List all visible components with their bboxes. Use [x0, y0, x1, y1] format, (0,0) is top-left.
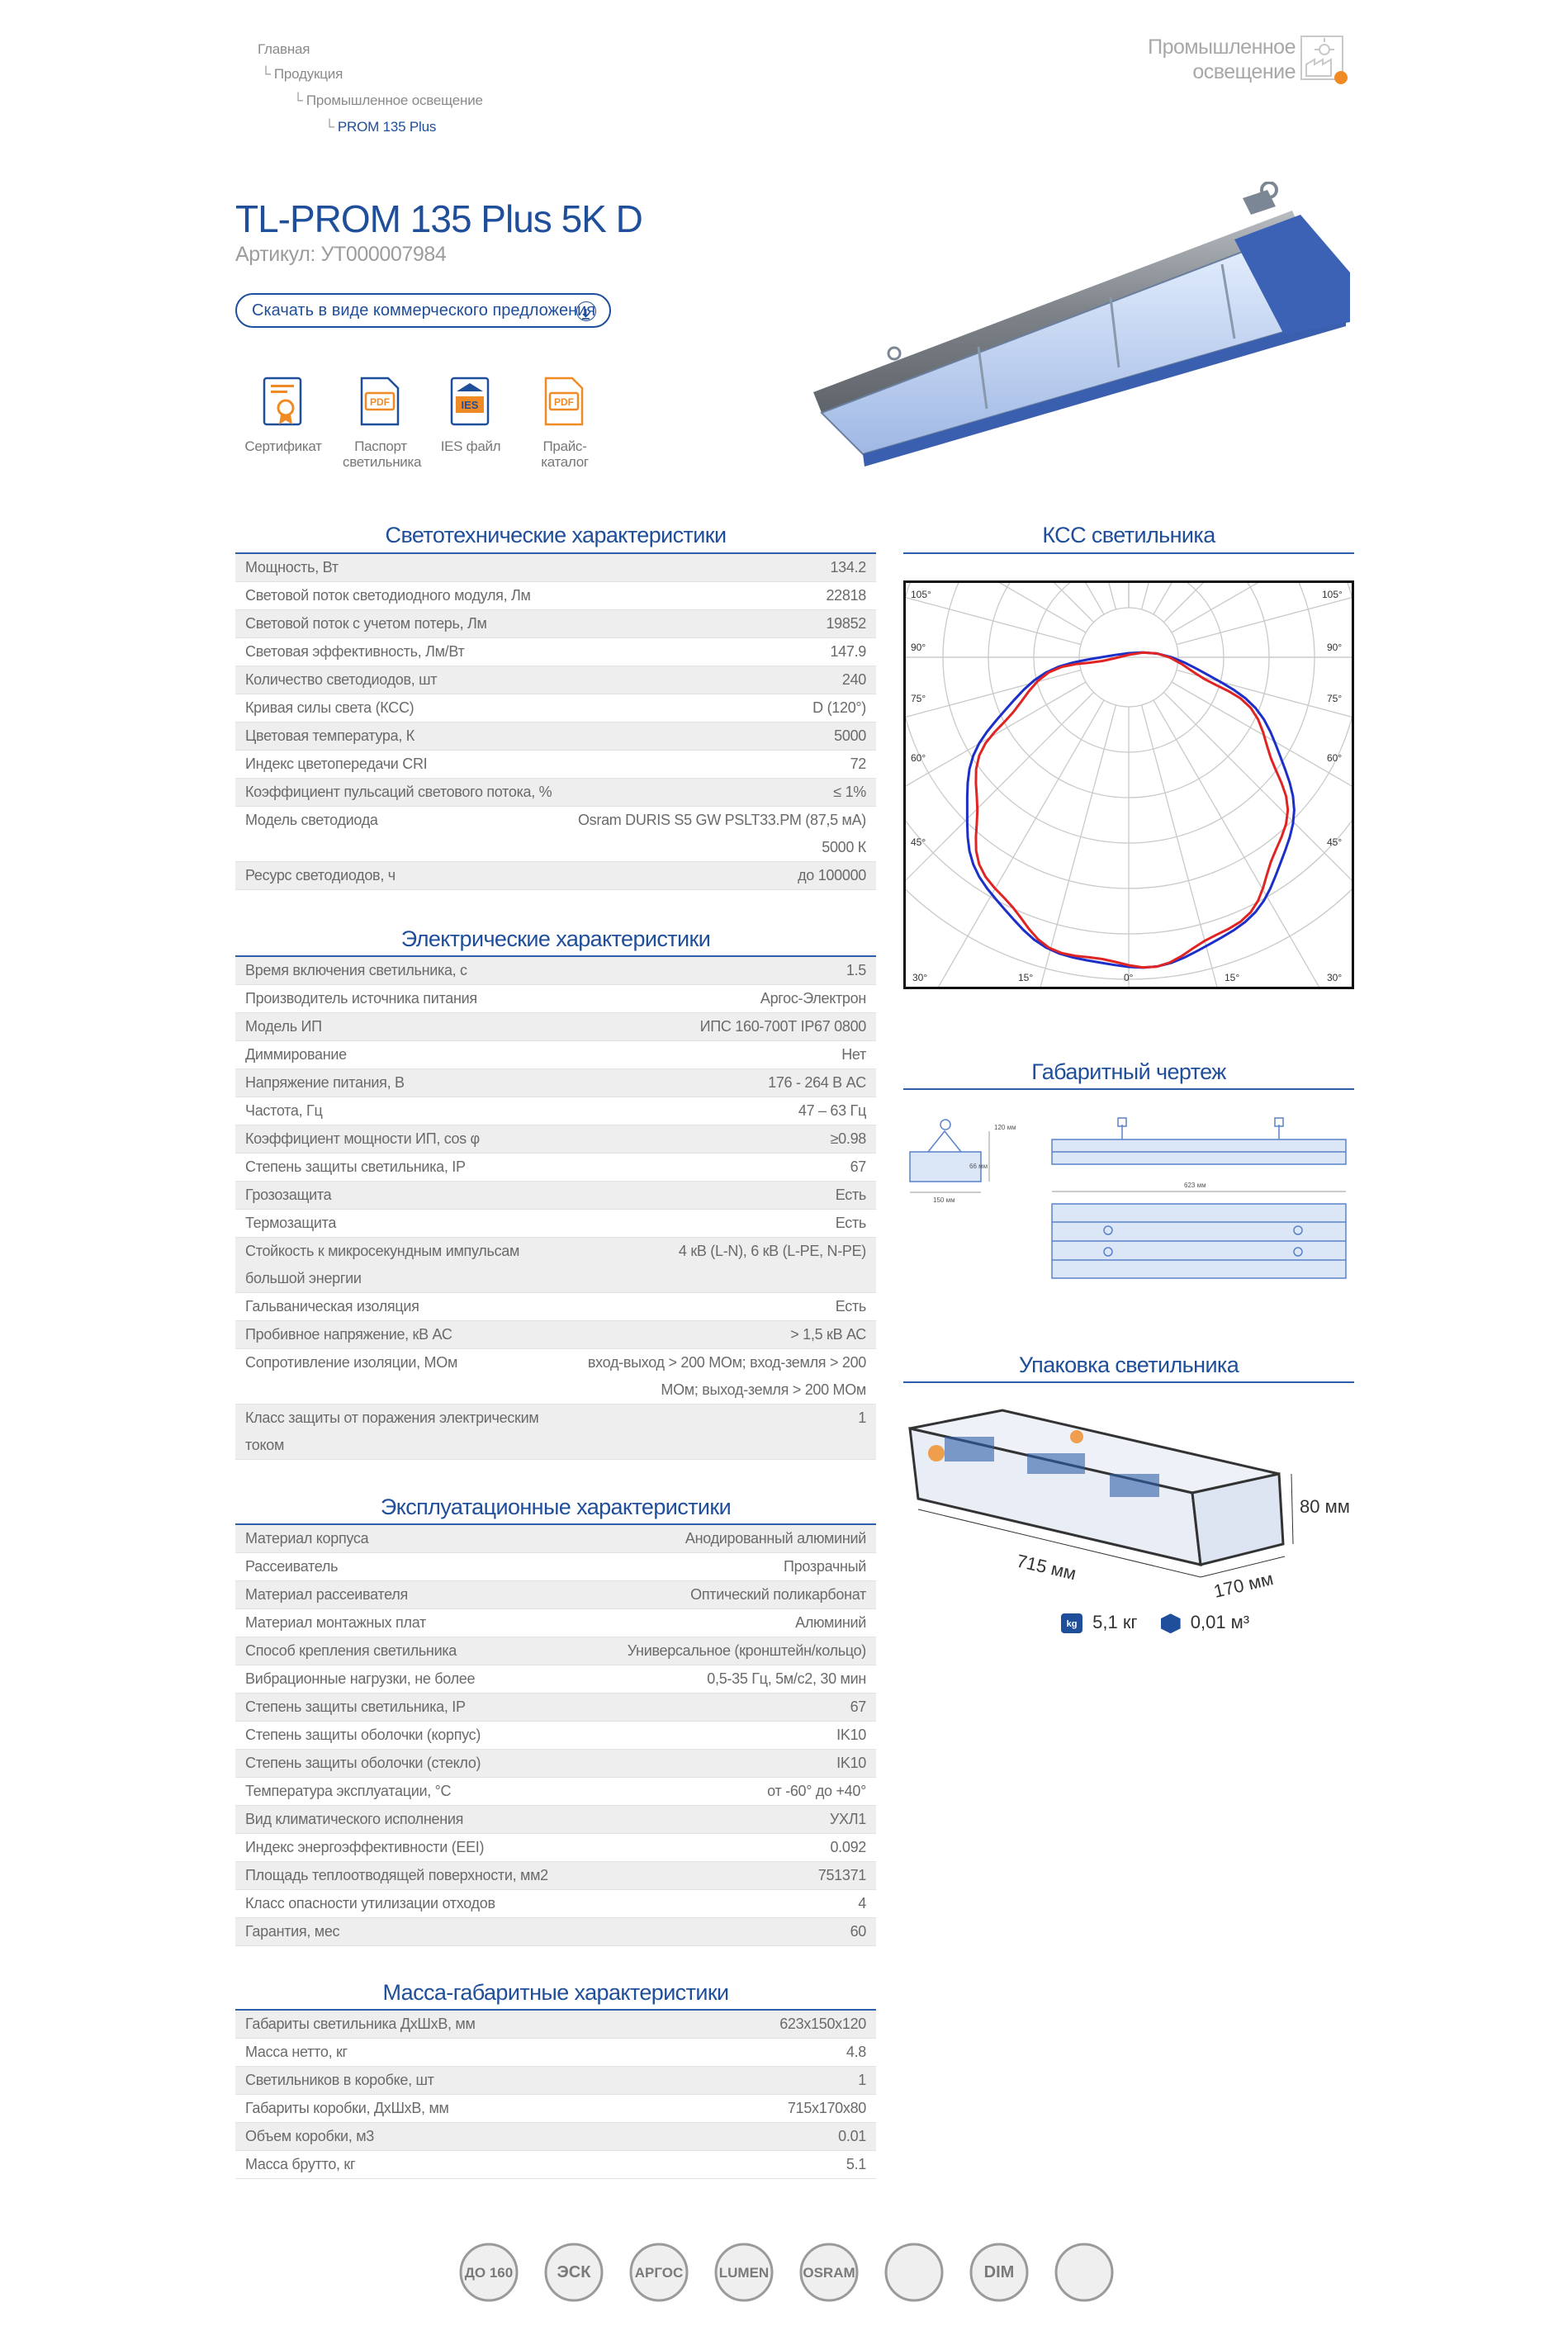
section-title-light: Светотехнические характеристики	[385, 523, 727, 547]
download-offer-button[interactable]	[235, 293, 611, 328]
argos-badge	[631, 2244, 687, 2300]
table-row: Вид климатического исполнения УХЛ1	[235, 1806, 876, 1834]
kss-label-right: 60°	[1327, 752, 1343, 764]
table-row: Термозащита Есть	[235, 1210, 876, 1238]
kss-label-bottom: 15°	[1225, 972, 1240, 983]
table-row: Способ крепления светильника Универсальное (кронштейн/кольцо)	[235, 1637, 876, 1665]
table-row: Площадь теплоотводящей поверхности, мм2 751371	[235, 1862, 876, 1890]
kss-grid	[906, 583, 1352, 987]
pdf-icon	[544, 377, 585, 428]
table-row: Световой поток с учетом потерь, Лм 19852	[235, 610, 876, 638]
kss-grid-ray	[906, 682, 1086, 905]
kss-label-left: 90°	[911, 642, 926, 653]
table-row: Кривая силы света (КСС) D (120°)	[235, 694, 876, 722]
table-row: Мощность, Вт 134.2	[235, 554, 876, 582]
table-row: Материал монтажных плат Алюминий	[235, 1609, 876, 1637]
certifications	[456, 2239, 1141, 2309]
product-title: TL-PROM 135 Plus 5K D	[235, 197, 642, 240]
kss-grid-ray	[906, 670, 1081, 786]
kss-grid-ray	[906, 583, 1081, 644]
kss-grid-ray	[1153, 700, 1352, 987]
kss-grid-ray	[1177, 670, 1352, 786]
package-volume: 0,01 м³	[1190, 1612, 1250, 1632]
table-row: Степень защиты светильника, IP 67	[235, 1154, 876, 1182]
do160-badge	[461, 2244, 517, 2300]
table-row: Класс опасности утилизации отходов 4	[235, 1890, 876, 1918]
table-row: Пробивное напряжение, кВ АС > 1,5 кВ АС	[235, 1321, 876, 1349]
table-row: Световой поток светодиодного модуля, Лм 22818	[235, 582, 876, 610]
doc-price-label: Прайс-каталог	[541, 438, 589, 470]
doc-certificate[interactable]	[238, 377, 329, 454]
table-row: Габариты светильника ДхШхВ, мм 623х150х120	[235, 2011, 876, 2039]
drawing-title: Габаритный чертеж	[1031, 1059, 1226, 1084]
table-row: Модель светодиода Osram DURIS S5 GW PSLT33.PM (87,5 мА) 5000 К	[235, 807, 876, 862]
lumen-badge-label: LUMEN	[718, 2265, 770, 2281]
doc-passport[interactable]	[335, 377, 426, 470]
dim-length: 623 мм	[1184, 1182, 1206, 1189]
svg-text:IES: IES	[461, 399, 479, 411]
dim-height: 120 мм	[994, 1124, 1016, 1131]
kss-label-right: 105°	[1322, 589, 1343, 600]
package-width: 170 мм	[1211, 1568, 1276, 1602]
package-info	[1061, 1612, 1249, 1633]
kss-label-right: 75°	[1327, 693, 1343, 704]
product-image	[805, 182, 1367, 467]
spec-table-mass	[235, 2011, 876, 2179]
category-line2: освещение	[1192, 60, 1296, 83]
kss-grid-ray	[1163, 692, 1352, 987]
package-box-image	[903, 1404, 1354, 1602]
doc-ies-label: IES файл	[440, 438, 501, 454]
package-length: 715 мм	[1014, 1550, 1078, 1585]
table-row: Индекс энергоэффективности (EEI) 0.092	[235, 1834, 876, 1862]
kss-label-bottom: 0°	[1124, 972, 1134, 983]
table-row: Материал рассеивателя Оптический поликарбонат	[235, 1581, 876, 1609]
kss-curve-c0	[967, 652, 1294, 968]
table-row: Класс защиты от поражения электрическим током 1	[235, 1405, 876, 1460]
kss-label-right: 45°	[1327, 836, 1343, 848]
table-row: Гарантия, мес 60	[235, 1918, 876, 1946]
kss-label-bottom: 15°	[1018, 972, 1034, 983]
kss-polar-chart	[903, 580, 1354, 989]
table-row: Гальваническая изоляция Есть	[235, 1293, 876, 1321]
package-title: Упаковка светильника	[1018, 1353, 1239, 1377]
lumen-badge	[716, 2244, 772, 2300]
dim-width: 150 мм	[933, 1196, 955, 1204]
do160-badge-label: ДО 160	[464, 2265, 514, 2281]
table-row: Диммирование Нет	[235, 1041, 876, 1069]
industrial-category-icon[interactable]	[1300, 33, 1349, 88]
table-row: Частота, Гц 47 – 63 Гц	[235, 1097, 876, 1125]
doc-ies[interactable]	[425, 377, 516, 454]
doc-certificate-label: Сертификат	[244, 438, 322, 454]
doc-price[interactable]	[519, 377, 610, 470]
kss-label-left: 75°	[911, 693, 926, 704]
table-row: Масса нетто, кг 4.8	[235, 2039, 876, 2067]
esk-badge	[546, 2244, 602, 2300]
table-row: Производитель источника питания Аргос-Электрон	[235, 985, 876, 1013]
breadcrumb-home[interactable]: Главная	[258, 41, 310, 57]
table-row: Степень защиты светильника, IP 67	[235, 1694, 876, 1722]
industrial-badge	[1056, 2244, 1112, 2300]
table-row: Масса брутто, кг 5.1	[235, 2151, 876, 2179]
kss-label-bottom: 30°	[912, 972, 928, 983]
breadcrumb-products[interactable]: └ Продукция	[261, 66, 343, 82]
kss-label-left: 105°	[911, 589, 931, 600]
package-height: 80 мм	[1300, 1496, 1350, 1517]
product-article: Артикул: УТ000007984	[235, 243, 447, 266]
kss-label-right: 90°	[1327, 642, 1343, 653]
section-divider	[903, 1088, 1354, 1090]
section-title-exploit: Эксплуатационные характеристики	[380, 1495, 732, 1519]
pdf-icon	[360, 377, 401, 428]
argos-badge-label: АРГОС	[634, 2265, 684, 2281]
table-row: Светильников в коробке, шт 1	[235, 2067, 876, 2095]
table-row: Вибрационные нагрузки, не более 0,5-35 Гц, 5м/с2, 30 мин	[235, 1665, 876, 1694]
table-row: Время включения светильника, с 1.5	[235, 957, 876, 985]
table-row: Цветовая температура, К 5000	[235, 722, 876, 751]
table-row: Коэффициент мощности ИП, cos φ ≥0.98	[235, 1125, 876, 1154]
kss-label-bottom: 30°	[1327, 972, 1343, 983]
svg-text:PDF: PDF	[554, 396, 574, 408]
table-row: Габариты коробки, ДхШхВ, мм 715х170х80	[235, 2095, 876, 2123]
kss-grid-ray	[906, 583, 1086, 632]
table-row: Грозозащита Есть	[235, 1182, 876, 1210]
table-row: Световая эффективность, Лм/Вт 147.9	[235, 638, 876, 666]
kss-label-left: 60°	[911, 752, 926, 764]
osram-badge-label: OSRAM	[803, 2265, 855, 2281]
package-weight: 5,1 кг	[1092, 1612, 1138, 1632]
table-row: Коэффициент пульсаций светового потока, % ≤ 1%	[235, 779, 876, 807]
certificate-icon	[263, 377, 304, 428]
kss-grid-ray	[906, 700, 1104, 987]
section-title-electric: Электрические характеристики	[400, 926, 711, 951]
table-row: Степень защиты оболочки (корпус) IK10	[235, 1722, 876, 1750]
table-row: Напряжение питания, В 176 - 264 В AC	[235, 1069, 876, 1097]
svg-text:PDF: PDF	[370, 396, 390, 408]
table-row: Индекс цветопередачи CRI 72	[235, 751, 876, 779]
kss-label-left: 45°	[911, 836, 926, 848]
spec-table-exploit	[235, 1525, 876, 1946]
weight-icon: kg	[1061, 1613, 1082, 1633]
table-row: Материал корпуса Анодированный алюминий	[235, 1525, 876, 1553]
shield-badge	[886, 2244, 942, 2300]
category-title[interactable]	[1148, 35, 1296, 84]
spec-table-electric	[235, 957, 876, 1460]
doc-passport-label: Паспорт светильника	[343, 438, 422, 470]
table-row: Степень защиты оболочки (стекло) IK10	[235, 1750, 876, 1778]
breadcrumb-current: └ PROM 135 Plus	[324, 119, 437, 135]
section-title-mass: Масса-габаритные характеристики	[382, 1980, 729, 2005]
spec-table-light	[235, 554, 876, 890]
category-line1: Промышленное	[1148, 36, 1296, 59]
volume-icon	[1161, 1613, 1181, 1633]
ies-icon	[450, 377, 491, 428]
dim-side: 66 мм	[969, 1163, 988, 1170]
kss-title: КСС светильника	[1042, 523, 1215, 547]
table-row: Модель ИП ИПС 160-700Т IP67 0800	[235, 1013, 876, 1041]
dim-badge-label: DIM	[983, 2263, 1015, 2281]
osram-badge	[801, 2244, 857, 2300]
table-row: Объем коробки, м3 0.01	[235, 2123, 876, 2151]
download-offer-label: Скачать в виде коммерческого предложения	[252, 301, 596, 320]
table-row: Температура эксплуатации, °С от -60° до +40°	[235, 1778, 876, 1806]
download-icon	[576, 301, 596, 321]
table-row: Рассеиватель Прозрачный	[235, 1553, 876, 1581]
section-divider	[903, 552, 1354, 554]
dim-badge	[971, 2244, 1027, 2300]
kss-grid-ray	[906, 583, 1104, 614]
kss-grid-ray	[906, 692, 1094, 987]
table-row: Количество светодиодов, шт 240	[235, 666, 876, 694]
breadcrumb-industrial[interactable]: └ Промышленное освещение	[293, 92, 483, 108]
table-row: Стойкость к микросекундным импульсам большой энергии 4 кВ (L-N), 6 кВ (L-PE, N-PE)	[235, 1238, 876, 1293]
section-divider	[903, 1381, 1354, 1383]
table-row: Сопротивление изоляции, МОм вход-выход > 200 МОм; вход-земля > 200 МОм; выход-земля > 200 МОм	[235, 1349, 876, 1405]
dimension-drawing	[903, 1106, 1354, 1292]
table-row: Ресурс светодиодов, ч до 100000	[235, 862, 876, 890]
esk-badge-label: ЭСК	[557, 2263, 591, 2281]
